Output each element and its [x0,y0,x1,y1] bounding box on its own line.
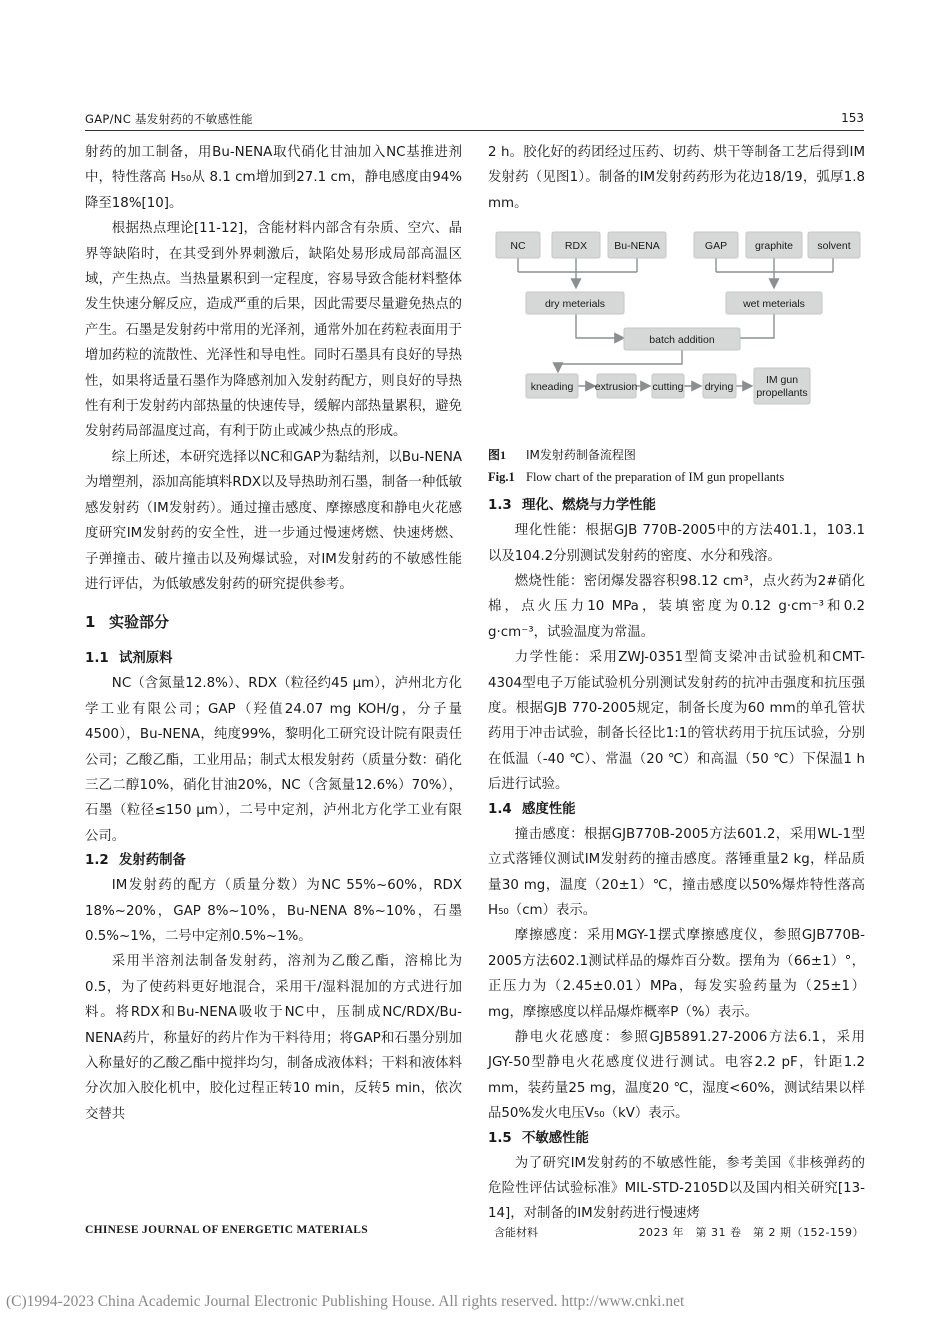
figure-caption-cn: 图1 IM发射药制备流程图 [488,448,636,463]
node-gap: GAP [704,240,728,253]
node-extrusion: extrusion [594,381,638,394]
subsection-heading: 1.4 感度性能 [488,801,576,817]
node-cutting: cutting [652,381,684,394]
paragraph: 根据热点理论[11-12]，含能材料内部含有杂质、空穴、晶界等缺陷时，在其受到外界刺激后，缺陷处易形成局部高温区域，产生热点。当热量累积到一定程度，容易导致含能材料整体发生快速分解反应，造成严重的后果，因此需要尽量避免热点的产生。石墨是发射药中常用的光泽剂，通常外加在药粒表面用于增加药粒的流散性、光泽性和导电性。同时石墨具有良好的导热性，如果将适量石墨作为降感剂加入发射药配方，则良好的导热性有利于发射药内部热量的快速传导，缓解内部热量累积，避免发射药局部温度过高，有利于防止或减少热点的形成。 [85,221,462,440]
node-rdx: RDX [564,240,588,253]
node-drying: drying [704,381,734,394]
paragraph: 综上所述，本研究选择以NC和GAP为黏结剂，以Bu-NENA为增塑剂，添加高能填料RDX以及导热助剂石墨，制备一种低敏感发射药（IM发射药）。通过撞击感度、摩擦感度和静电火花感度研究IM发射药的安全性，进一步通过慢速烤燃、快速烤燃、子弹撞击、破片撞击以及殉爆试验，对IM发射药的不敏感性能进行评估，为低敏感发射药的研究提供参考。 [85,449,462,592]
node-graphite: graphite [755,240,793,253]
node-batch: batch addition [649,334,715,347]
left-column [85,140,462,1127]
subsection-heading: 1.1 试剂原料 [85,651,173,667]
paragraph: 采用半溶剂法制备发射药，溶剂为乙酸乙酯，溶棉比为0.5，为了使药料更好地混合，采用干/湿料混加的方式进行加料。将RDX和Bu-NENA吸收于NC中，压制成NC/RDX/Bu-NENA药片，称量好的药片作为干料待用；将GAP和石墨分别加入称量好的乙酸乙酯中搅拌均匀，制备成液体料；干料和液体料分次加入胶化机中，胶化过程正转10 min，反转5 min，依次交替共 [85,954,462,1122]
footer-issue: 2023 年 第 31 卷 第 2 期（152-159） [638,1226,864,1239]
running-header-title: GAP/NC 基发射药的不敏感性能 [85,112,253,126]
copyright-line: (C)1994-2023 China Academic Journal Electronic Publishing House. All rights reserved. http://www.cnki.net [6,1293,685,1310]
subsection-heading: 1.3 理化、燃烧与力学性能 [488,498,656,514]
paragraph: 静电火花感度：参照GJB5891.27-2006方法6.1，采用JGY-50型静电火花感度仪进行测试。电容2.2 pF，针距1.2 mm，装药量25 mg，温度20 ℃，湿度<60%，测试结果以样品50%发火电压V₅₀（kV）表示。 [488,1029,865,1122]
section-heading: 1 实验部分 [85,613,170,632]
paragraph: 力学性能：采用ZWJ-0351型简支梁冲击试验机和CMT-4304型电子万能试验机分别测试发射药的抗冲击强度和抗压强度。根据GJB 770-2005规定，制备长度为60 mm的单孔管状药用于冲击试验，制备长径比1:1的管状药用于抗压试验，分别在低温（-40 ℃）、常温（20 ℃）和高温（50 ℃）下保温1 h后进行试验。 [488,650,865,793]
node-solvent: solvent [817,240,851,253]
node-kneading: kneading [530,381,574,394]
paragraph: 射药的加工制备，用Bu-NENA取代硝化甘油加入NC基推进剂中，特性落高 H₅₀从 8.1 cm增加到27.1 cm，静电感度由94%降至18%[10]。 [85,145,462,211]
paragraph: 摩擦感度：采用MGY-1摆式摩擦感度仪，参照GJB770B-2005方法602.1测试样品的爆炸百分数。摆角为（66±1）°，正压力为（2.45±0.01）MPa，每发实验药量为（25±1）mg，摩擦感度以样品爆炸概率P（%）表示。 [488,928,865,1020]
footer-journal: CHINESE JOURNAL OF ENERGETIC MATERIALS [85,1224,368,1236]
paragraph: 2 h。胶化好的药团经过压药、切药、烘干等制备工艺后得到IM发射药（见图1）。制备的IM发射药药形为花边18/19，弧厚1.8 mm。 [488,145,865,211]
right-column [488,140,865,1227]
node-nc: NC [510,240,526,253]
flow-chart-figure [488,224,865,444]
figure-caption-en: Fig.1 Flow chart of the preparation of IM gun propellants [488,470,785,485]
node-wet: wet meterials [743,298,805,311]
paragraph: 燃烧性能：密闭爆发器容积98.12 cm³，点火药为2#硝化棉，点火压力10 MPa，装填密度为0.12 g·cm⁻³和0.2 g·cm⁻³，试验温度为常温。 [488,574,865,640]
paragraph: 为了研究IM发射药的不敏感性能，参考美国《非核弹药的危险性评估试验标准》MIL-STD-2105D以及国内相关研究[13-14]，对制备的IM发射药进行慢速烤 [488,1155,865,1222]
subsection-heading: 1.5 不敏感性能 [488,1130,589,1146]
header-rule [85,130,864,131]
subsection-heading: 1.2 发射药制备 [85,853,186,869]
page-number: 153 [841,111,864,125]
paragraph: IM发射药的配方（质量分数）为NC 55%~60%，RDX 18%~20%，GAP 8%~10%，Bu-NENA 8%~10%，石墨 0.5%~1%，二号中定剂0.5%~1%。 [85,878,462,944]
footer-journal-cn: 含能材料 [494,1226,538,1239]
node-dry: dry meterials [544,298,606,311]
node-bunena: Bu-NENA [614,240,660,253]
flow-chart [488,224,865,444]
node-im-line2: propellants [756,387,808,400]
paragraph: NC（含氮量12.8%）、RDX（粒径约45 μm），泸州北方化学工业有限公司；GAP（羟值24.07 mg KOH/g，分子量4500），Bu-NENA，纯度99%，黎明化工研究设计院有限责任公司；乙酸乙酯，工业用品；制式太根发射药（质量分数：硝化三乙二醇10%，硝化甘油20%，NC（含氮量12.6%）70%），石墨（粒径≤150 μm），二号中定剂，泸州北方化学工业有限公司。 [85,676,462,844]
paragraph: 撞击感度：根据GJB770B-2005方法601.2，采用WL-1型立式落锤仪测试IM发射药的撞击感度。落锤重量2 kg，样品质量30 mg，温度（20±1）℃，撞击感度以50%爆炸特性落高H₅₀（cm）表示。 [488,826,865,918]
paragraph: 理化性能：根据GJB 770B-2005中的方法401.1，103.1以及104.2分别测试发射药的密度、水分和残溶。 [488,523,865,564]
node-im-line1: IM gun [765,374,799,387]
